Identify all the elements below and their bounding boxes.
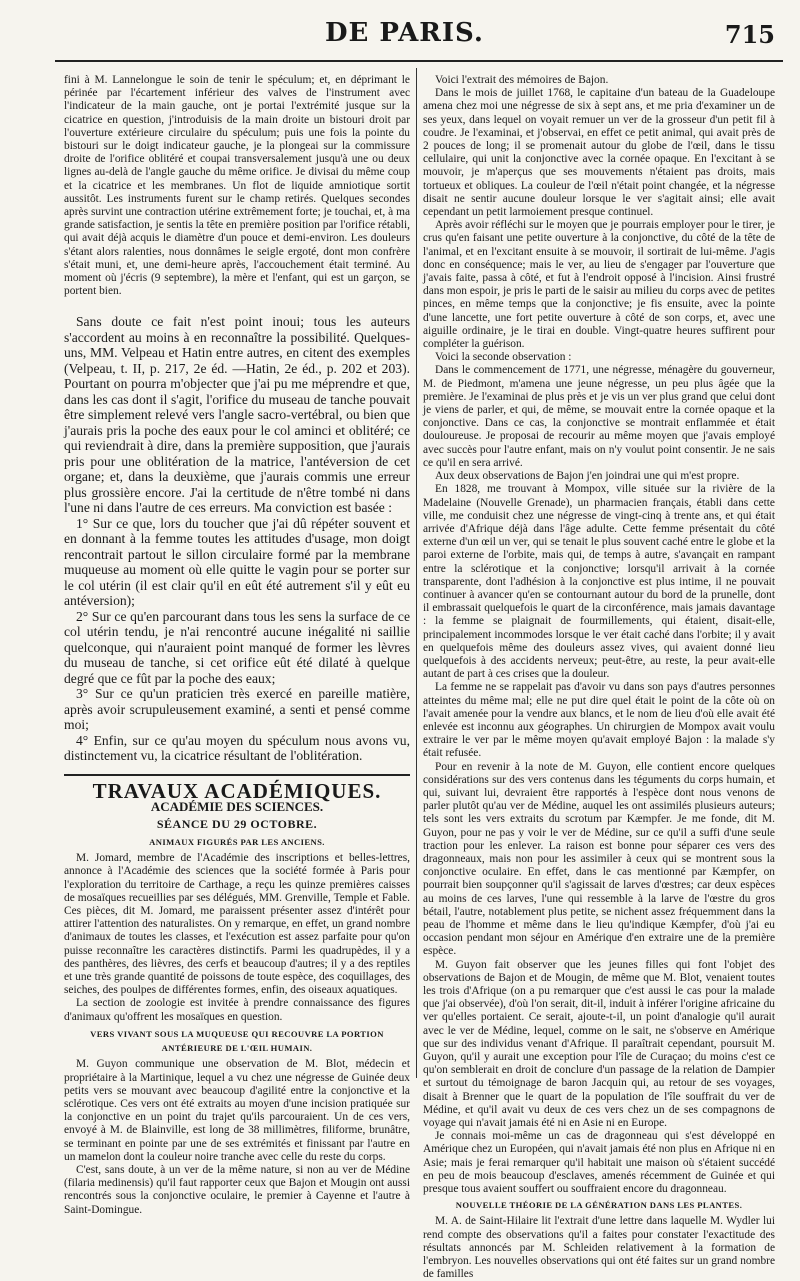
paragraph-note: Pour en revenir à la note de M. Guyon, elle contient encore quelques considérations sur des vers contenus dans les téguments du corps humain, et qui, suivant lui, devraient être rapportés à l'espèce dont nous venons de parler plutôt qu'au ver de Médine, auquel les ont assimilés plusieurs auteurs; tels sont les vers extraits du scrotum par Kæmpfer. Je me fonde, dit M. Guyon, pour ne pas y voir le ver de Médine, sur ce qu'il a suffi d'une seule traction pour les enlever. La raison est bonne pour séparer ces vers des dragonneaux, mais non pour les assimiler à ceux qui se montrent sous la conjonctive oculaire. En effet, dans le cas mentionné par Kæmpfer, on pourrait bien soupçonner qu'il s'agissait de larves d'œstres; car deux espèces au moins de ces larves, l'une qui ressemble à la larve de l'œstre du gros bétail, l'autre, notablement plus petite, se nichent assez fréquemment dans la peau de l'homme et même dans le lieu qu'indique Kæmpfer, d'où j'ai eu occasion pendant mon séjour en Amérique d'en extraire une de la première espèce. bbox=[423, 760, 775, 958]
header-rule bbox=[55, 60, 783, 62]
paragraph-second: Voici la seconde observation : bbox=[435, 351, 572, 364]
point-three: 3° Sur ce qu'un praticien très exercé en pareille matière, après avoir scrupuleusement examiné, a senti et pensé comme moi; bbox=[64, 686, 410, 733]
column-divider bbox=[416, 68, 417, 1078]
section-title: TRAVAUX ACADÉMIQUES. bbox=[92, 778, 382, 803]
session-date: SÉANCE DU 29 OCTOBRE. bbox=[156, 816, 318, 831]
paragraph-guyon: M. Guyon communique une observation de M. Blot, médecin et propriétaire à la Martinique, lequel a vu chez une négresse de Guinée deux petits vers se mouvant avec beaucoup d'agilité entre la conjonctive et la sclérotique. Ces vers ont été extraits au moyen d'une incision pratiquée sur la conjonctive en un point du trajet qu'ils parcouraient. Un de ces vers, envoyé à M. de Blainville, est long de 38 millimètres, filiforme, brunâtre, se terminant en pointe par une de ses extrémités et finissant par l'autre en un mamelon dont la couleur noire tranche avec celle du reste du corps. bbox=[64, 1058, 410, 1163]
paragraph-1771: Dans le commencement de 1771, une négresse, ménagère du gouverneur, M. de Piedmont, m'amena une jeune négresse, un peu plus âgée que la première. Je l'examinai de plus près et je vis un ver plus grand que celui dont je viens de parler, et qui, de même, se mouvait entre la cornée opaque et la conjonctive. Dans ce cas, la conjonctive se montrait enflammée et était douloureuse. Je proposai de recourir au même moyen que j'avais employé avec succès pour l'autre enfant, mais on n'y voulut point consentir. Je ne sais ce qu'il en sera arrivé. bbox=[423, 364, 775, 469]
subheading-animaux: ANIMAUX FIGURÉS PAR LES ANCIENS. bbox=[149, 836, 325, 847]
page-number: 715 bbox=[724, 20, 775, 49]
paragraph-1768: Dans le mois de juillet 1768, le capitaine d'un bateau de la Guadeloupe amena chez moi une négresse de six à sept ans, et me pria d'examiner un de ses yeux, dans lequel on voyait remuer un ver de la grosseur d'un petit fil à coudre. Je l'examinai, et j'observai, en effet ce petit animal, qui avait près de 2 pouces de long; il se promenait autour du globe de l'œil, dans le tissu cellulaire, qui unit la conjonctive avec la cornée opaque. En l'excitant à se mouvoir, je m'aperçus que ses mouvements n'étaient pas droits, mais tortueux et obliques. La couleur de l'œil n'était point changée, et la négresse disait ne sentir aucune douleur lorsque le ver s'agitait ainsi; elle avait cependant un petit larmoiement presque continuel. bbox=[423, 87, 775, 219]
point-one: 1° Sur ce que, lors du toucher que j'ai dû répéter souvent et en donnant à la femme toutes les attitudes d'usage, mon doigt rencontrait partout le sillon circulaire formé par la membrane muqueuse au moment où elle quitte le vagin pour se porter sur le col utérin (il est clair qu'il en eût été autrement s'il y eût eu antéversion); bbox=[64, 515, 410, 609]
point-four: 4° Enfin, sur ce qu'au moyen du spéculum nous avons vu, distinctement vu, la cicatrice résultant de l'oblitération. bbox=[64, 732, 410, 764]
section-subtitle: ACADÉMIE DES SCIENCES. bbox=[150, 799, 324, 815]
subheading-vers: VERS VIVANT SOUS LA MUQUEUSE QUI RECOUVRE LA PORTION ANTÉRIEURE DE L'ŒIL HUMAIN. bbox=[90, 1028, 384, 1054]
paragraph-connais: Je connais moi-même un cas de dragonneau qui s'est développé en Amérique chez un Européen, qui n'avait jamais été non plus en Afrique ni en Asie; mais je ferai remarquer qu'il habitait une maison où s'étaient succédé en peu de mois beaucoup d'esclaves, amenés récemment de Guinée et qui presque tous avaient souffert ou souffraient encore du dragonneau. bbox=[423, 1130, 775, 1196]
paragraph-conviction: Sans doute ce fait n'est point inoui; tous les auteurs s'accordent au moins à en reconnaître la possibilité. Quelques-uns, MM. Velpeau et Hatin entre autres, en citent des exemples (Velpeau, t. II, p. 217, 2e éd. —Hatin, 2e éd., p. 202 et 203). Pourtant on pourra m'objecter que j'ai pu me méprendre et que, dans les cas dont il s'agit, l'orifice du museau de tanche pouvait être simplement relevé vers l'angle sacro-vertébral, ou bien que j'aurais pris la poche des eaux pour le col aminci et oblitéré; ce qui reviendrait à dire, dans la première supposition, que j'aurais pris pour une oblitération de la matrice, l'antéversion de cet organe; et, dans la deuxième, que j'aurais commis une erreur plus grossière encore. J'ai la certitude de n'être tombé ni dans l'une ni dans l'autre de ces erreurs. Ma conviction est basée : bbox=[64, 314, 410, 516]
section-separator bbox=[64, 774, 410, 776]
left-column bbox=[64, 74, 410, 1217]
paragraph-zoologie: La section de zoologie est invitée à prendre connaissance des figures d'animaux qu'offrent les mosaïques en question. bbox=[64, 997, 410, 1023]
paragraph-reflexion: Après avoir réfléchi sur le moyen que je pourrais employer pour le tirer, je crus qu'en faisant une petite ouverture à la conjonctive, du côté de la tête de l'animal, et en l'excitant ensuite à se mouvoir, il sortirait de lui-même. J'agis donc en conséquence; mais le ver, au lieu de s'engager par l'ouverture que j'avais faite, passa à côté, et fut à l'endroit opposé à l'incision. Ainsi frustré dans mon espoir, je pris le parti de le saisir au milieu du corps avec de petites pinces, en même temps que la conjonctive; je fis ensuite, avec la pointe d'une lancette, une fort petite ouverture à côté de son corps, et, avec une aiguille ordinaire, je le tirai en double. Vingt-quatre heures suffirent pour compléter la guérison. bbox=[423, 219, 775, 351]
right-column bbox=[423, 74, 775, 1281]
point-two: 2° Sur ce qu'en parcourant dans tous les sens la surface de ce col utérin tendu, je n'ai rencontré aucune inégalité ni saillie quelconque, qui n'auraient point manqué de former les lèvres du museau de tanche, si cet orifice eût été dilaté à quelque degré que ce fût par la poche des eaux; bbox=[64, 608, 410, 686]
paragraph-medine: C'est, sans doute, à un ver de la même nature, si non au ver de Médine (filaria medinensis) qu'il faut rapporter ceux que Bajon et Mougin ont aussi rencontrés sous la conjonctive oculaire, le premier à Cayenne et l'autre à Saint-Domingue. bbox=[64, 1164, 410, 1216]
subheading-generation: NOUVELLE THÉORIE DE LA GÉNÉRATION DANS LES PLANTES. bbox=[455, 1200, 743, 1211]
page-header bbox=[55, 18, 775, 58]
paragraph-continuation: fini à M. Lannelongue le soin de tenir le spéculum; et, en déprimant le périnée par l'écartement inférieur des valves de l'instrument avec l'indicateur de la main gauche, ont je portai l'extrémité jusque sur la cicatrice en question, j'introduisis de la main droite un bistouri droit par l'ouverture extérieure circulaire du spéculum; puis une fois la pointe du bistouri sur le doigt indicateur gauche, je la plongeai sur la commissure droite de l'orifice oblitéré et coupai transversalement jusqu'à une ou deux lignes au-delà de l'angle gauche du même orifice. Je divisai du même coup et la cicatrice et les membranes. Un flot de liquide amniotique sortit aussitôt. Les instruments furent sur le champ retirés. Quelques secondes après survint une contraction utérine extrêmement forte; je touchai, et, à ma grande satisfaction, je sentis la tête en première position par l'orifice rétabli, qui avait déjà acquis le diamètre d'un pouce et demi-environ. Les douleurs s'étant alors ralenties, nous donnâmes le seigle ergoté, dont mon confrère s'était muni, et, une demi-heure après, l'accouchement était terminé. Au moment où j'écris (9 septembre), la mère et l'enfant, qui est un garçon, se portent bien. bbox=[64, 74, 410, 298]
paragraph-aux: Aux deux observations de Bajon j'en joindrai une qui m'est propre. bbox=[435, 470, 740, 483]
paragraph-intro: Voici l'extrait des mémoires de Bajon. bbox=[435, 74, 609, 86]
paragraph-femme: La femme ne se rappelait pas d'avoir vu dans son pays d'autres personnes atteintes du même mal; elle ne put dire quel était le point de la côte où on l'avait amenée pour la vendre aux blancs, et le nom de lieu d'où elle avait été enlevée est inconnu aux géographes. Un chirurgien de Mompox avait voulu extraire le ver par le même moyen qu'avait employé Bajon : la malade s'y était refusée. bbox=[423, 681, 775, 760]
paragraph-1828: En 1828, me trouvant à Mompox, ville située sur la rivière de la Madelaine (Nouvelle Grenade), un pharmacien français, établi dans cette ville, me conduisit chez une négresse de vingt-cinq à trente ans, et qui était arrivée d'Afrique déjà dans l'âge adulte. Cette femme présentait du côté externe d'un œil un ver, qui se tenait le plus souvent caché entre le globe et la paroi externe de l'orbite, mais qui, de temps à autre, s'avançait en rampant entre la sclérotique et la conjonctive; lorsqu'il arrivait à la cornée transparente, dont l'adhésion à la conjonctive est plus intime, il ne pouvait continuer à avancer qu'en se contournant autour du bord de la prunelle, dont il embrassait quelquefois le quart de la circonférence, mais jamais davantage : la femme se plaignait de fourmillements, qui étaient, disait-elle, principalement incommodes lorsque le ver était caché dans l'orbite; il y avait en quelquefois même des douleurs assez vives, qui avaient donné lieu quelquefois à des accidents nerveux; peut-être, au reste, la peur avait-elle autant de part à ces crises que la douleur. bbox=[423, 483, 775, 681]
paragraph-filles: M. Guyon fait observer que les jeunes filles qui font l'objet des observations de Bajon et de Mougin, de même que M. Blot, venaient toutes les trois d'Afrique (on a pu remarquer que c'est aussi le cas pour la malade que j'ai observée), d'où l'on serait, dit-il, induit à inférer l'origine africaine du ver qu'elles portaient. Ce serait, ajoute-t-il, un point d'analogie qu'il aurait avec le ver de Médine, lequel, comme on le sait, ne s'observe en Amérique que sur des individus venant d'Afrique. Il paraîtrait cependant, poursuit M. Guyon, qu'il y aurait une exception pour l'île de Curaçao; du moins c'est ce qu'on semblerait en droit de conclure d'un passage de la relation de Dampier et surtout du témoignage de baron Jacquin qui, au retour de ses voyages, disait à Brenner que le quart de la population de l'île souffrait du ver de Médine, et qu'il avait vu deux de ces vers chez un de ses compagnons de voyage qui n'avait jamais été ni en Asie ni en Europe. bbox=[423, 958, 775, 1130]
paragraph-jomard: M. Jomard, membre de l'Académie des inscriptions et belles-lettres, annonce à l'Académie des sciences que la société formée à Paris pour l'exploration du territoire de Carthage, a reçu les quinze premières caisses de mosaïques recueillies par ses délégués, MM. Grenville, Temple et Fable. Ces pièces, dit M. Jomard, me paraissent présenter assez d'intérêt pour attirer l'attention des naturalistes. On y remarque, en effet, un grand nombre d'animaux de toutes les classes, et l'exécution est assez parfaite pour qu'on puisse reconnaître les caractères distinctifs. Parmi les quadrupèdes, il y a des panthères, des lièvres, des cerfs et beaucoup d'autres; il y a des reptiles et une très grande quantité de poissons de toute espèce, des coquillages, des seiches, des poulpes de différentes formes, enfin, des oiseaux aquatiques. bbox=[64, 852, 410, 997]
paragraph-hilaire: M. A. de Saint-Hilaire lit l'extrait d'une lettre dans laquelle M. Wydler lui rend compte des observations qu'il a faites pour constater l'exactitude des résultats annoncés par M. Schleiden relativement à la formation de l'embryon. Les nouvelles observations qui ont été faites sur un grand nombre de familles bbox=[423, 1215, 775, 1281]
running-title: DE PARIS. bbox=[325, 18, 484, 48]
